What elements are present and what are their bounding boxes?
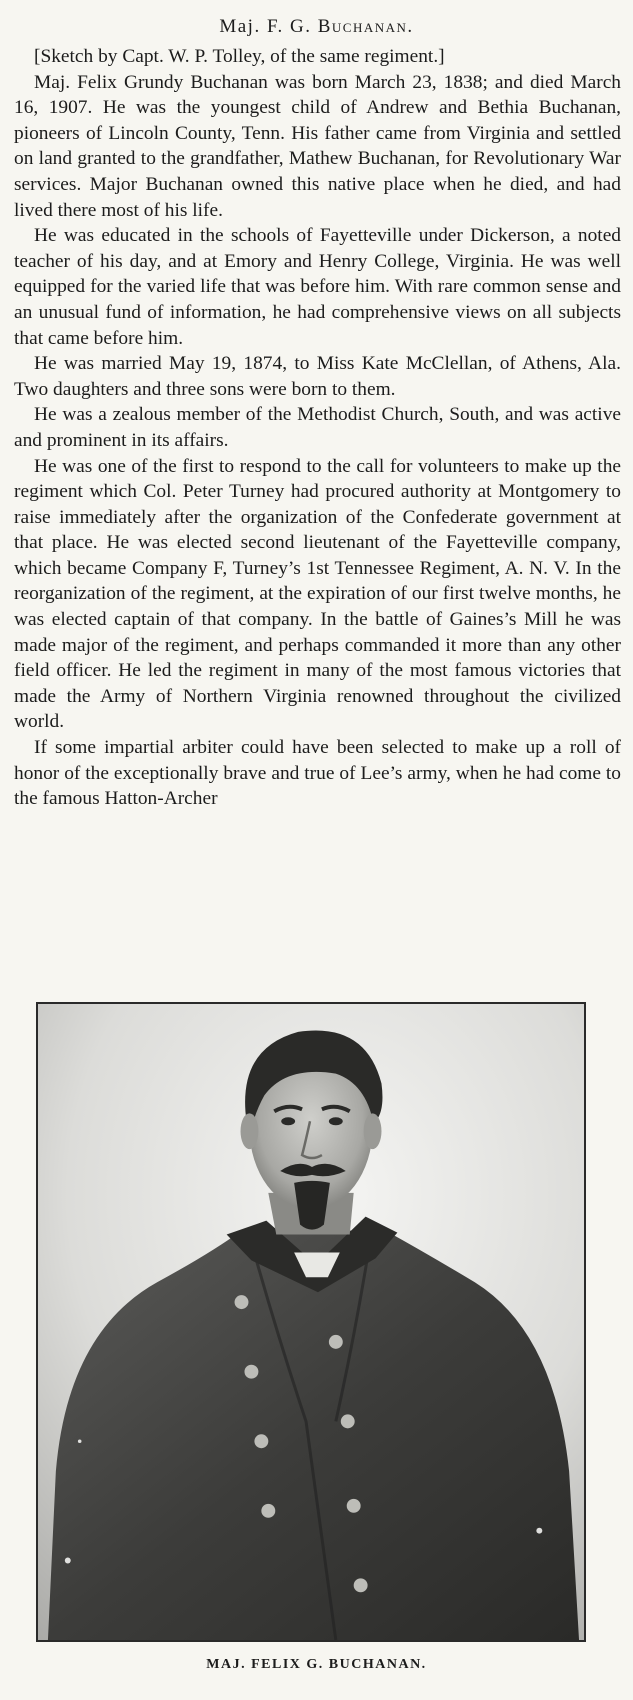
portrait-caption: MAJ. FELIX G. BUCHANAN. [206,1657,427,1672]
body-paragraph: He was one of the first to respond to the call for volunteers to make up the regiment which Col. Peter Turney had procured authority at Montgomery to raise immediately after the organization of the Confederate government at that place. He was elected second lieutenant of the Fayetteville company, which became Company F, Turney’s 1st Tennessee Regiment, A. N. V. In the reorganization of the regiment, at the expiration of our first twelve months, he was elected captain of that company. In the battle of Gaines’s Mill he was made major of the regiment, and perhaps commanded it more than any other field officer. He led the regiment in many of the most famous victories that made the Army of Northern Virginia renowned throughout the civilized world. [14,455,621,733]
article-title-surname: Buchanan. [317,16,414,37]
body-paragraph: He was educated in the schools of Fayetteville under Dickerson, a noted teacher of his day, and at Emory and Henry College, Virginia. He was well equipped for the varied life that was before him. With rare common sense and an unusual fund of information, he had comprehensive views on all subjects that came before him. [14,225,621,349]
article-title-prefix: Maj. F. G. [219,16,318,37]
body-paragraph: Maj. Felix Grundy Buchanan was born March 23, 1838; and died March 16, 1907. He was the youngest child of Andrew and Bethia Buchanan, pioneers of Lincoln County, Tenn. His father came from Virginia and settled on land granted to the grandfather, Mathew Buchanan, for Revolutionary War services. Major Buchanan owned this native place when he died, and had lived there most of his life. [14,71,621,221]
body-paragraph: If some impartial arbiter could have been selected to make up a roll of honor of the exceptionally brave and true of Lee’s army, when he had come to the famous Hatton-Archer [14,737,621,810]
portrait-image [38,1004,584,1640]
portrait-photo [36,1002,586,1642]
article-body [14,44,621,812]
body-paragraph: He was married May 19, 1874, to Miss Kate McClellan, of Athens, Ala. Two daughters and three sons were born to them. [14,353,621,400]
body-paragraph: He was a zealous member of the Methodist Church, South, and was active and prominent in its affairs. [14,404,621,451]
article-title [0,16,633,38]
sketch-attribution: [Sketch by Capt. W. P. Tolley, of the same regiment.] [34,46,445,67]
